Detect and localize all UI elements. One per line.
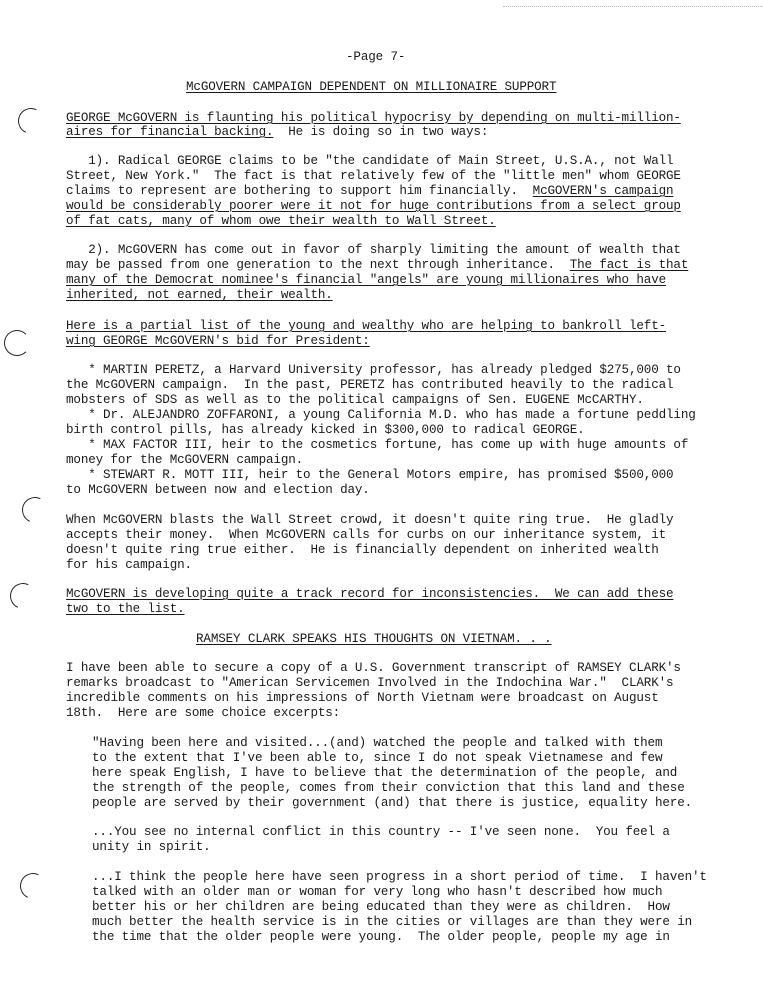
intro-line: [66, 125, 488, 140]
paragraph-line: Here is a partial list of the young and wealthy who are helping to bankroll left-: [66, 319, 667, 333]
top-edge-mark: [503, 0, 763, 7]
list-item: mobsters of SDS as well as to the political campaigns of Sen. EUGENE McCARTHY.: [66, 393, 644, 407]
list-item: the McGOVERN campaign. In the past, PERETZ has contributed heavily to the radical: [66, 378, 674, 392]
paragraph-line: would be considerably poorer were it not for huge contributions from a select group: [66, 199, 681, 213]
quote-line: ...You see no internal conflict in this country -- I've seen none. You feel a: [92, 825, 670, 839]
paragraph-line: wing GEORGE McGOVERN's bid for President:: [66, 334, 370, 348]
page-number: -Page 7-: [346, 50, 406, 64]
section-heading: RAMSEY CLARK SPEAKS HIS THOUGHTS ON VIETNAM. . .: [196, 632, 552, 646]
quote-line: the time that the older people were young. The older people, people my age in: [92, 930, 670, 944]
paragraph-line: many of the Democrat nominee's financial "angels" are young millionaires who have: [66, 273, 667, 287]
binder-hole-mark: [4, 330, 30, 356]
list-item: * MAX FACTOR III, heir to the cosmetics fortune, has come up with huge amounts of: [66, 438, 689, 452]
paragraph-line: 18th. Here are some choice excerpts:: [66, 706, 341, 720]
quote-line: to the extent that I've been able to, since I do not speak Vietnamese and few: [92, 751, 663, 765]
intro-line: GEORGE McGOVERN is flaunting his political hypocrisy by depending on multi-million-: [66, 111, 681, 125]
binder-hole-mark: [14, 104, 47, 137]
quote-line: talked with an older man or woman for very long who hasn't described how much: [92, 885, 663, 899]
list-item: birth control pills, has already kicked in $300,000 to radical GEORGE.: [66, 423, 585, 437]
paragraph-line: remarks broadcast to "American Servicemen Involved in the Indochina War." CLARK's: [66, 676, 674, 690]
list-item: * STEWART R. MOTT III, heir to the General Motors empire, has promised $500,000: [66, 468, 674, 482]
quote-line: here speak English, I have to believe that the determination of the people, and: [92, 766, 678, 780]
list-item: to McGOVERN between now and election day.: [66, 483, 370, 497]
paragraph-line: incredible comments on his impressions of North Vietnam were broadcast on August: [66, 691, 659, 705]
paragraph-line: may be passed from one generation to the next through inheritance. The fact is that: [66, 258, 689, 272]
quote-line: much better the health service is in the cities or villages are than they were in: [92, 915, 693, 929]
quote-line: people are served by their government (and) that there is justice, equality here.: [92, 796, 693, 810]
paragraph-line: McGOVERN is developing quite a track record for inconsistencies. We can add these: [66, 587, 674, 601]
paragraph-line: 1). Radical GEORGE claims to be "the candidate of Main Street, U.S.A., not Wall: [66, 154, 674, 168]
quote-line: ...I think the people here have seen progress in a short period of time. I haven't: [92, 870, 707, 884]
paragraph-line: doesn't quite ring true either. He is financially dependent on inherited wealth: [66, 543, 659, 557]
intro-line-underlined: aires for financial backing.: [66, 125, 274, 139]
paragraph-line: 2). McGOVERN has come out in favor of sharply limiting the amount of wealth that: [66, 243, 681, 257]
paragraph-line: of fat cats, many of whom owe their wealth to Wall Street.: [66, 214, 496, 228]
paragraph-line: When McGOVERN blasts the Wall Street crowd, it doesn't quite ring true. He gladly: [66, 513, 674, 527]
quote-line: "Having been here and visited...(and) watched the people and talked with them: [92, 736, 663, 750]
quote-line: the strength of the people, comes from their conviction that this land and these: [92, 781, 685, 795]
binder-hole-mark: [18, 493, 51, 526]
section-heading: McGOVERN CAMPAIGN DEPENDENT ON MILLIONAIRE SUPPORT: [186, 80, 557, 94]
paragraph-line: I have been able to secure a copy of a U.S. Government transcript of RAMSEY CLARK's: [66, 661, 681, 675]
quote-line: better his or her children are being educated than they were as children. How: [92, 900, 670, 914]
quote-line: unity in spirit.: [92, 840, 211, 854]
paragraph-line: inherited, not earned, their wealth.: [66, 288, 333, 302]
paragraph-line: Street, New York." The fact is that relatively few of the "little men" whom GEORGE: [66, 169, 681, 183]
paragraph-line: for his campaign.: [66, 558, 192, 572]
paragraph-line: accepts their money. When McGOVERN calls for curbs on our inheritance system, it: [66, 528, 667, 542]
paragraph-line: two to the list.: [66, 602, 185, 616]
list-item: * Dr. ALEJANDRO ZOFFARONI, a young California M.D. who has made a fortune peddling: [66, 408, 696, 422]
list-item: * MARTIN PERETZ, a Harvard University professor, has already pledged $275,000 to: [66, 363, 681, 377]
binder-hole-mark: [16, 869, 49, 902]
paragraph-line: claims to represent are bothering to support him financially. McGOVERN's campaign: [66, 184, 674, 198]
list-item: money for the McGOVERN campaign.: [66, 453, 304, 467]
intro-line-rest: He is doing so in two ways:: [273, 125, 489, 139]
binder-hole-mark: [6, 579, 39, 612]
